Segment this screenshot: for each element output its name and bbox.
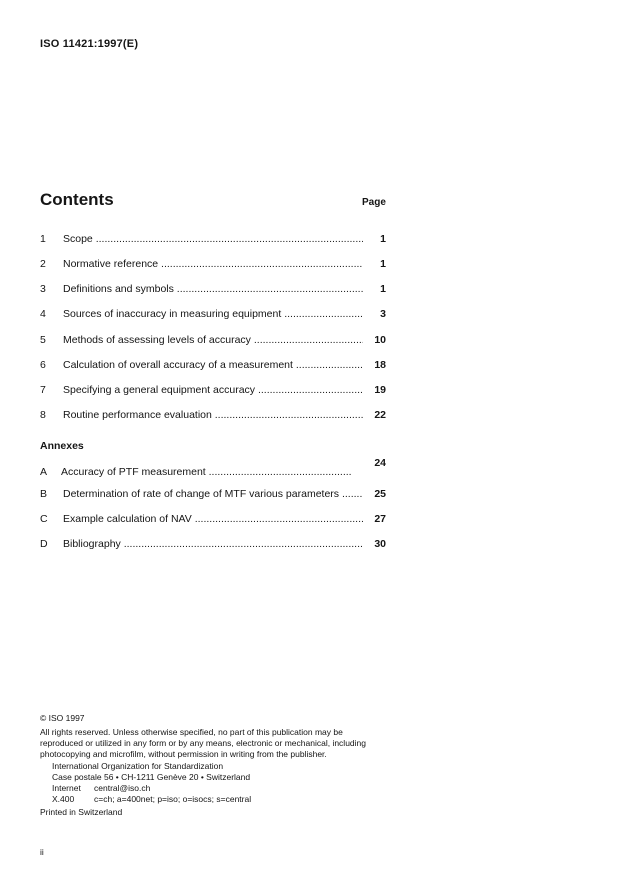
toc-entry-number: D	[40, 538, 48, 550]
rights-notice: All rights reserved. Unless otherwise specified, no part of this publication may be reproduced or utilized in any form or by any means, electronic or mechanical, including photocopying and microfilm, without permission in writing from the publisher.	[40, 727, 366, 759]
printed-in: Printed in Switzerland	[40, 807, 123, 817]
toc-entry[interactable]	[40, 384, 386, 398]
toc-entry-title: Methods of assessing levels of accuracy .....	[63, 334, 363, 346]
organization-name: International Organization for Standardization	[52, 761, 224, 771]
toc-entry-page: 19	[374, 384, 386, 396]
toc-entry-number: 8	[40, 409, 46, 421]
toc-entry-number: 5	[40, 334, 46, 346]
copyright-block	[40, 713, 388, 818]
publisher-address	[52, 761, 388, 805]
toc-entry-title: Normative reference .....	[63, 258, 363, 270]
page-column-label: Page	[362, 197, 386, 208]
toc-entry-page: 1	[380, 258, 386, 270]
toc-entry-page: 1	[380, 233, 386, 245]
toc-entry-page: 22	[374, 409, 386, 421]
toc-entry-title: Determination of rate of change of MTF various parameters .....	[63, 488, 363, 500]
toc-entry-number: C	[40, 513, 48, 525]
toc-entry-number: 3	[40, 283, 46, 295]
toc-entry-title: Specifying a general equipment accuracy .....	[63, 384, 363, 396]
toc-entry[interactable]	[40, 409, 386, 423]
document-id: ISO 11421:1997(E)	[40, 38, 139, 50]
toc-annex-entry[interactable]	[40, 538, 386, 552]
annexes-heading: Annexes	[40, 440, 84, 452]
toc-entry-page: 30	[374, 538, 386, 550]
toc-entry-page: 18	[374, 359, 386, 371]
toc-entry[interactable]	[40, 283, 386, 297]
toc-annex-entry[interactable]	[40, 457, 386, 478]
toc-entry-page: 24	[374, 457, 386, 469]
x400-address: c=ch; a=400net; p=iso; o=isocs; s=central	[94, 794, 252, 804]
toc-entry-title: Bibliography .....	[63, 538, 363, 550]
toc-entry-page: 25	[374, 488, 386, 500]
toc-entry-title: Routine performance evaluation .....	[63, 409, 363, 421]
toc-entry-title: Accuracy of PTF measurement .....	[61, 466, 351, 478]
toc-entry-page: 1	[380, 283, 386, 295]
toc-annex-entry[interactable]	[40, 513, 386, 527]
toc-entry-title: Sources of inaccuracy in measuring equipment .....	[63, 308, 363, 320]
x400-row	[52, 794, 388, 805]
x400-label: X.400	[52, 794, 75, 804]
internet-row	[52, 783, 388, 794]
internet-address: central@iso.ch	[94, 783, 151, 793]
toc-entry-page: 3	[380, 308, 386, 320]
toc-entry-number: 1	[40, 233, 46, 245]
toc-entry-title: Definitions and symbols .....	[63, 283, 363, 295]
toc-entry-page: 10	[374, 334, 386, 346]
toc-entry-number: 7	[40, 384, 46, 396]
toc-entry[interactable]	[40, 334, 386, 348]
copyright-line: © ISO 1997	[40, 713, 85, 723]
toc-entry[interactable]	[40, 258, 386, 272]
toc-entry-title: Scope .....	[63, 233, 363, 245]
toc-entry[interactable]	[40, 359, 386, 373]
toc-entry-title: Calculation of overall accuracy of a measurement .....	[63, 359, 363, 371]
toc-entry-number: A	[40, 466, 48, 478]
toc-entry-page: 27	[374, 513, 386, 525]
toc-entry-number: 4	[40, 308, 46, 320]
toc-entry-number: 6	[40, 359, 46, 371]
toc-entry[interactable]	[40, 233, 386, 247]
toc-entry-number: B	[40, 488, 48, 500]
internet-label: Internet	[52, 783, 81, 793]
toc-entry-number: 2	[40, 258, 46, 270]
toc-entry[interactable]	[40, 308, 386, 322]
postal-address: Case postale 56 • CH-1211 Genève 20 • Switzerland	[52, 772, 251, 782]
toc-entry-title: Example calculation of NAV .....	[63, 513, 363, 525]
page-number: ii	[40, 847, 44, 857]
contents-title: Contents	[40, 190, 114, 209]
toc-annex-entry[interactable]	[40, 488, 386, 502]
